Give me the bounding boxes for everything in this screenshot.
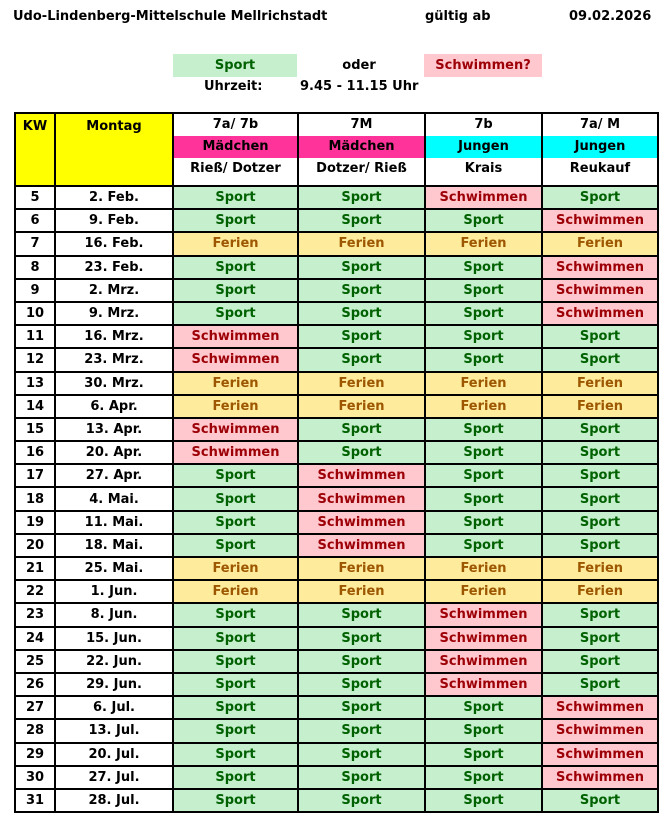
schedule-cell: Sport <box>298 325 425 348</box>
schedule-cell: Schwimmen <box>298 464 425 487</box>
header-group <box>173 113 298 186</box>
schedule-cell: Ferien <box>173 372 298 395</box>
schedule-cell: Sport <box>298 348 425 371</box>
schedule-cell: Sport <box>542 789 658 812</box>
schedule-cell: Sport <box>298 418 425 441</box>
week-number: 30 <box>15 766 55 789</box>
schedule-cell: Ferien <box>425 580 542 603</box>
schedule-cell: Schwimmen <box>425 186 542 209</box>
week-number: 12 <box>15 348 55 371</box>
week-number: 26 <box>15 673 55 696</box>
monday-date: 9. Feb. <box>55 209 173 232</box>
week-number: 13 <box>15 372 55 395</box>
schedule-cell: Schwimmen <box>298 534 425 557</box>
schedule-cell: Sport <box>173 534 298 557</box>
table-row <box>15 534 658 557</box>
week-number: 15 <box>15 418 55 441</box>
week-number: 6 <box>15 209 55 232</box>
table-row <box>15 279 658 302</box>
week-number: 20 <box>15 534 55 557</box>
monday-date: 28. Jul. <box>55 789 173 812</box>
group-teacher: Rieß/ Dotzer <box>190 161 281 176</box>
schedule-cell: Sport <box>542 464 658 487</box>
schedule-cell: Sport <box>425 743 542 766</box>
schedule-cell: Sport <box>425 418 542 441</box>
schedule-cell: Sport <box>298 279 425 302</box>
schedule-cell: Sport <box>298 302 425 325</box>
group-teacher: Reukauf <box>569 161 631 176</box>
monday-date: 6. Jul. <box>55 696 173 719</box>
table-row <box>15 789 658 812</box>
table-row <box>15 209 658 232</box>
schedule-cell: Ferien <box>425 395 542 418</box>
schedule-cell: Sport <box>542 673 658 696</box>
schedule-cell: Sport <box>425 348 542 371</box>
schedule-cell: Ferien <box>173 395 298 418</box>
week-number: 24 <box>15 627 55 650</box>
table-row <box>15 557 658 580</box>
schedule-cell: Schwimmen <box>425 603 542 626</box>
table-row <box>15 418 658 441</box>
monday-date: 22. Jun. <box>55 650 173 673</box>
schedule-cell: Sport <box>542 627 658 650</box>
schedule-cell: Schwimmen <box>173 418 298 441</box>
table-row <box>15 673 658 696</box>
schedule-cell: Ferien <box>298 372 425 395</box>
group-class: 7a/ 7b <box>212 117 259 132</box>
week-number: 8 <box>15 256 55 279</box>
table-row <box>15 441 658 464</box>
school-name: Udo-Lindenberg-Mittelschule Mellrichstadt <box>13 9 328 24</box>
monday-date: 6. Apr. <box>55 395 173 418</box>
schedule-cell: Sport <box>542 534 658 557</box>
schedule-cell: Ferien <box>298 580 425 603</box>
monday-date: 2. Mrz. <box>55 279 173 302</box>
table-row <box>15 487 658 510</box>
schedule-cell: Schwimmen <box>425 627 542 650</box>
week-number: 11 <box>15 325 55 348</box>
schedule-cell: Ferien <box>542 557 658 580</box>
schedule-cell: Sport <box>298 627 425 650</box>
schedule-cell: Sport <box>173 627 298 650</box>
schedule-cell: Sport <box>298 650 425 673</box>
schedule-cell: Schwimmen <box>425 650 542 673</box>
monday-date: 15. Jun. <box>55 627 173 650</box>
week-number: 23 <box>15 603 55 626</box>
schedule-cell: Sport <box>425 766 542 789</box>
schedule-cell: Schwimmen <box>542 279 658 302</box>
table-row <box>15 627 658 650</box>
monday-date: 9. Mrz. <box>55 302 173 325</box>
table-row <box>15 325 658 348</box>
schedule-cell: Sport <box>173 209 298 232</box>
schedule-cell: Sport <box>173 789 298 812</box>
schedule-cell: Sport <box>425 696 542 719</box>
schedule-cell: Sport <box>542 418 658 441</box>
schedule-cell: Sport <box>173 719 298 742</box>
monday-date: 13. Jul. <box>55 719 173 742</box>
schedule-cell: Sport <box>173 696 298 719</box>
group-gender: Mädchen <box>174 136 297 158</box>
week-number: 31 <box>15 789 55 812</box>
schedule-cell: Ferien <box>173 557 298 580</box>
schedule-cell: Sport <box>542 487 658 510</box>
table-row <box>15 186 658 209</box>
monday-date: 16. Feb. <box>55 232 173 255</box>
monday-date: 13. Apr. <box>55 418 173 441</box>
monday-date: 23. Feb. <box>55 256 173 279</box>
header-monday: Montag <box>55 113 173 186</box>
schedule-cell: Sport <box>298 603 425 626</box>
table-row <box>15 766 658 789</box>
monday-date: 20. Apr. <box>55 441 173 464</box>
week-number: 10 <box>15 302 55 325</box>
group-teacher: Dotzer/ Rieß <box>316 161 407 176</box>
valid-from-label: gültig ab <box>425 9 491 24</box>
schedule-cell: Sport <box>173 743 298 766</box>
schedule-cell: Sport <box>173 464 298 487</box>
schedule-cell: Sport <box>542 325 658 348</box>
schedule-cell: Sport <box>425 279 542 302</box>
monday-date: 30. Mrz. <box>55 372 173 395</box>
monday-date: 20. Jul. <box>55 743 173 766</box>
schedule-cell: Schwimmen <box>542 743 658 766</box>
table-row <box>15 580 658 603</box>
schedule-cell: Sport <box>425 325 542 348</box>
time-label: Uhrzeit: <box>204 79 263 94</box>
table-row <box>15 511 658 534</box>
monday-date: 27. Jul. <box>55 766 173 789</box>
week-number: 19 <box>15 511 55 534</box>
schedule-cell: Sport <box>298 766 425 789</box>
week-number: 25 <box>15 650 55 673</box>
schedule-cell: Ferien <box>542 372 658 395</box>
schedule-cell: Sport <box>298 789 425 812</box>
header-group <box>542 113 658 186</box>
week-number: 7 <box>15 232 55 255</box>
schedule-cell: Schwimmen <box>542 696 658 719</box>
schedule-cell: Ferien <box>425 372 542 395</box>
schedule-cell: Ferien <box>173 232 298 255</box>
table-row <box>15 232 658 255</box>
schedule-cell: Sport <box>298 696 425 719</box>
schedule-cell: Sport <box>542 511 658 534</box>
legend-sport: Sport <box>173 54 297 77</box>
header-group <box>298 113 425 186</box>
schedule-cell: Ferien <box>298 395 425 418</box>
table-row <box>15 603 658 626</box>
schedule-cell: Sport <box>542 186 658 209</box>
schedule-cell: Schwimmen <box>542 209 658 232</box>
schedule-cell: Schwimmen <box>173 441 298 464</box>
schedule-cell: Sport <box>173 256 298 279</box>
schedule-cell: Sport <box>298 209 425 232</box>
schedule-cell: Sport <box>425 302 542 325</box>
week-number: 18 <box>15 487 55 510</box>
header-group <box>425 113 542 186</box>
week-number: 5 <box>15 186 55 209</box>
group-gender: Jungen <box>543 136 657 158</box>
monday-date: 23. Mrz. <box>55 348 173 371</box>
schedule-cell: Ferien <box>173 580 298 603</box>
group-gender: Jungen <box>426 136 541 158</box>
group-class: 7b <box>474 117 493 132</box>
schedule-cell: Ferien <box>542 232 658 255</box>
schedule-cell: Schwimmen <box>425 673 542 696</box>
header-row <box>15 113 658 186</box>
week-number: 28 <box>15 719 55 742</box>
monday-date: 16. Mrz. <box>55 325 173 348</box>
schedule-cell: Sport <box>425 719 542 742</box>
monday-date: 4. Mai. <box>55 487 173 510</box>
legend-swim: Schwimmen? <box>424 54 542 77</box>
schedule-cell: Sport <box>173 279 298 302</box>
schedule-cell: Sport <box>298 673 425 696</box>
legend-oder: oder <box>342 58 376 73</box>
monday-date: 8. Jun. <box>55 603 173 626</box>
week-number: 27 <box>15 696 55 719</box>
monday-date: 27. Apr. <box>55 464 173 487</box>
week-number: 17 <box>15 464 55 487</box>
schedule-cell: Schwimmen <box>542 719 658 742</box>
schedule-cell: Schwimmen <box>542 256 658 279</box>
schedule-cell: Sport <box>542 603 658 626</box>
table-row <box>15 395 658 418</box>
week-number: 16 <box>15 441 55 464</box>
schedule-cell: Ferien <box>298 557 425 580</box>
schedule-cell: Sport <box>298 441 425 464</box>
schedule-cell: Sport <box>298 186 425 209</box>
schedule-cell: Sport <box>542 650 658 673</box>
schedule-cell: Sport <box>173 302 298 325</box>
schedule-cell: Sport <box>298 743 425 766</box>
schedule-cell: Schwimmen <box>173 325 298 348</box>
time-value: 9.45 - 11.15 Uhr <box>300 79 419 94</box>
valid-from-date: 09.02.2026 <box>569 9 652 24</box>
schedule-cell: Sport <box>425 534 542 557</box>
schedule-cell: Sport <box>173 603 298 626</box>
group-gender: Mädchen <box>299 136 424 158</box>
week-number: 14 <box>15 395 55 418</box>
schedule-cell: Sport <box>173 766 298 789</box>
table-row <box>15 696 658 719</box>
schedule-cell: Ferien <box>542 395 658 418</box>
schedule-cell: Sport <box>173 511 298 534</box>
schedule-cell: Sport <box>298 256 425 279</box>
schedule-cell: Sport <box>173 673 298 696</box>
schedule-table <box>14 112 659 813</box>
week-number: 22 <box>15 580 55 603</box>
week-number: 29 <box>15 743 55 766</box>
schedule-cell: Ferien <box>425 232 542 255</box>
monday-date: 2. Feb. <box>55 186 173 209</box>
schedule-cell: Schwimmen <box>298 487 425 510</box>
schedule-cell: Sport <box>298 719 425 742</box>
schedule-cell: Ferien <box>425 557 542 580</box>
schedule-cell: Sport <box>542 348 658 371</box>
monday-date: 1. Jun. <box>55 580 173 603</box>
schedule-cell: Ferien <box>298 232 425 255</box>
table-row <box>15 743 658 766</box>
schedule-cell: Schwimmen <box>173 348 298 371</box>
table-row <box>15 650 658 673</box>
monday-date: 11. Mai. <box>55 511 173 534</box>
schedule-cell: Sport <box>425 789 542 812</box>
schedule-cell: Sport <box>173 186 298 209</box>
schedule-cell: Sport <box>425 487 542 510</box>
schedule-cell: Sport <box>425 511 542 534</box>
schedule-cell: Sport <box>173 650 298 673</box>
schedule-body <box>15 186 658 812</box>
week-number: 9 <box>15 279 55 302</box>
monday-date: 25. Mai. <box>55 557 173 580</box>
header-kw: KW <box>15 113 55 186</box>
schedule-cell: Sport <box>425 209 542 232</box>
monday-date: 29. Jun. <box>55 673 173 696</box>
schedule-cell: Sport <box>542 441 658 464</box>
table-row <box>15 464 658 487</box>
schedule-cell: Ferien <box>542 580 658 603</box>
schedule-cell: Sport <box>425 256 542 279</box>
schedule-cell: Sport <box>425 441 542 464</box>
schedule-cell: Schwimmen <box>542 302 658 325</box>
week-number: 21 <box>15 557 55 580</box>
schedule-cell: Sport <box>173 487 298 510</box>
schedule-cell: Schwimmen <box>542 766 658 789</box>
table-row <box>15 372 658 395</box>
schedule-cell: Sport <box>425 464 542 487</box>
table-row <box>15 348 658 371</box>
group-teacher: Krais <box>464 161 503 176</box>
table-row <box>15 302 658 325</box>
table-row <box>15 256 658 279</box>
table-row <box>15 719 658 742</box>
monday-date: 18. Mai. <box>55 534 173 557</box>
group-class: 7M <box>350 117 373 132</box>
group-class: 7a/ M <box>579 117 621 132</box>
schedule-cell: Schwimmen <box>298 511 425 534</box>
